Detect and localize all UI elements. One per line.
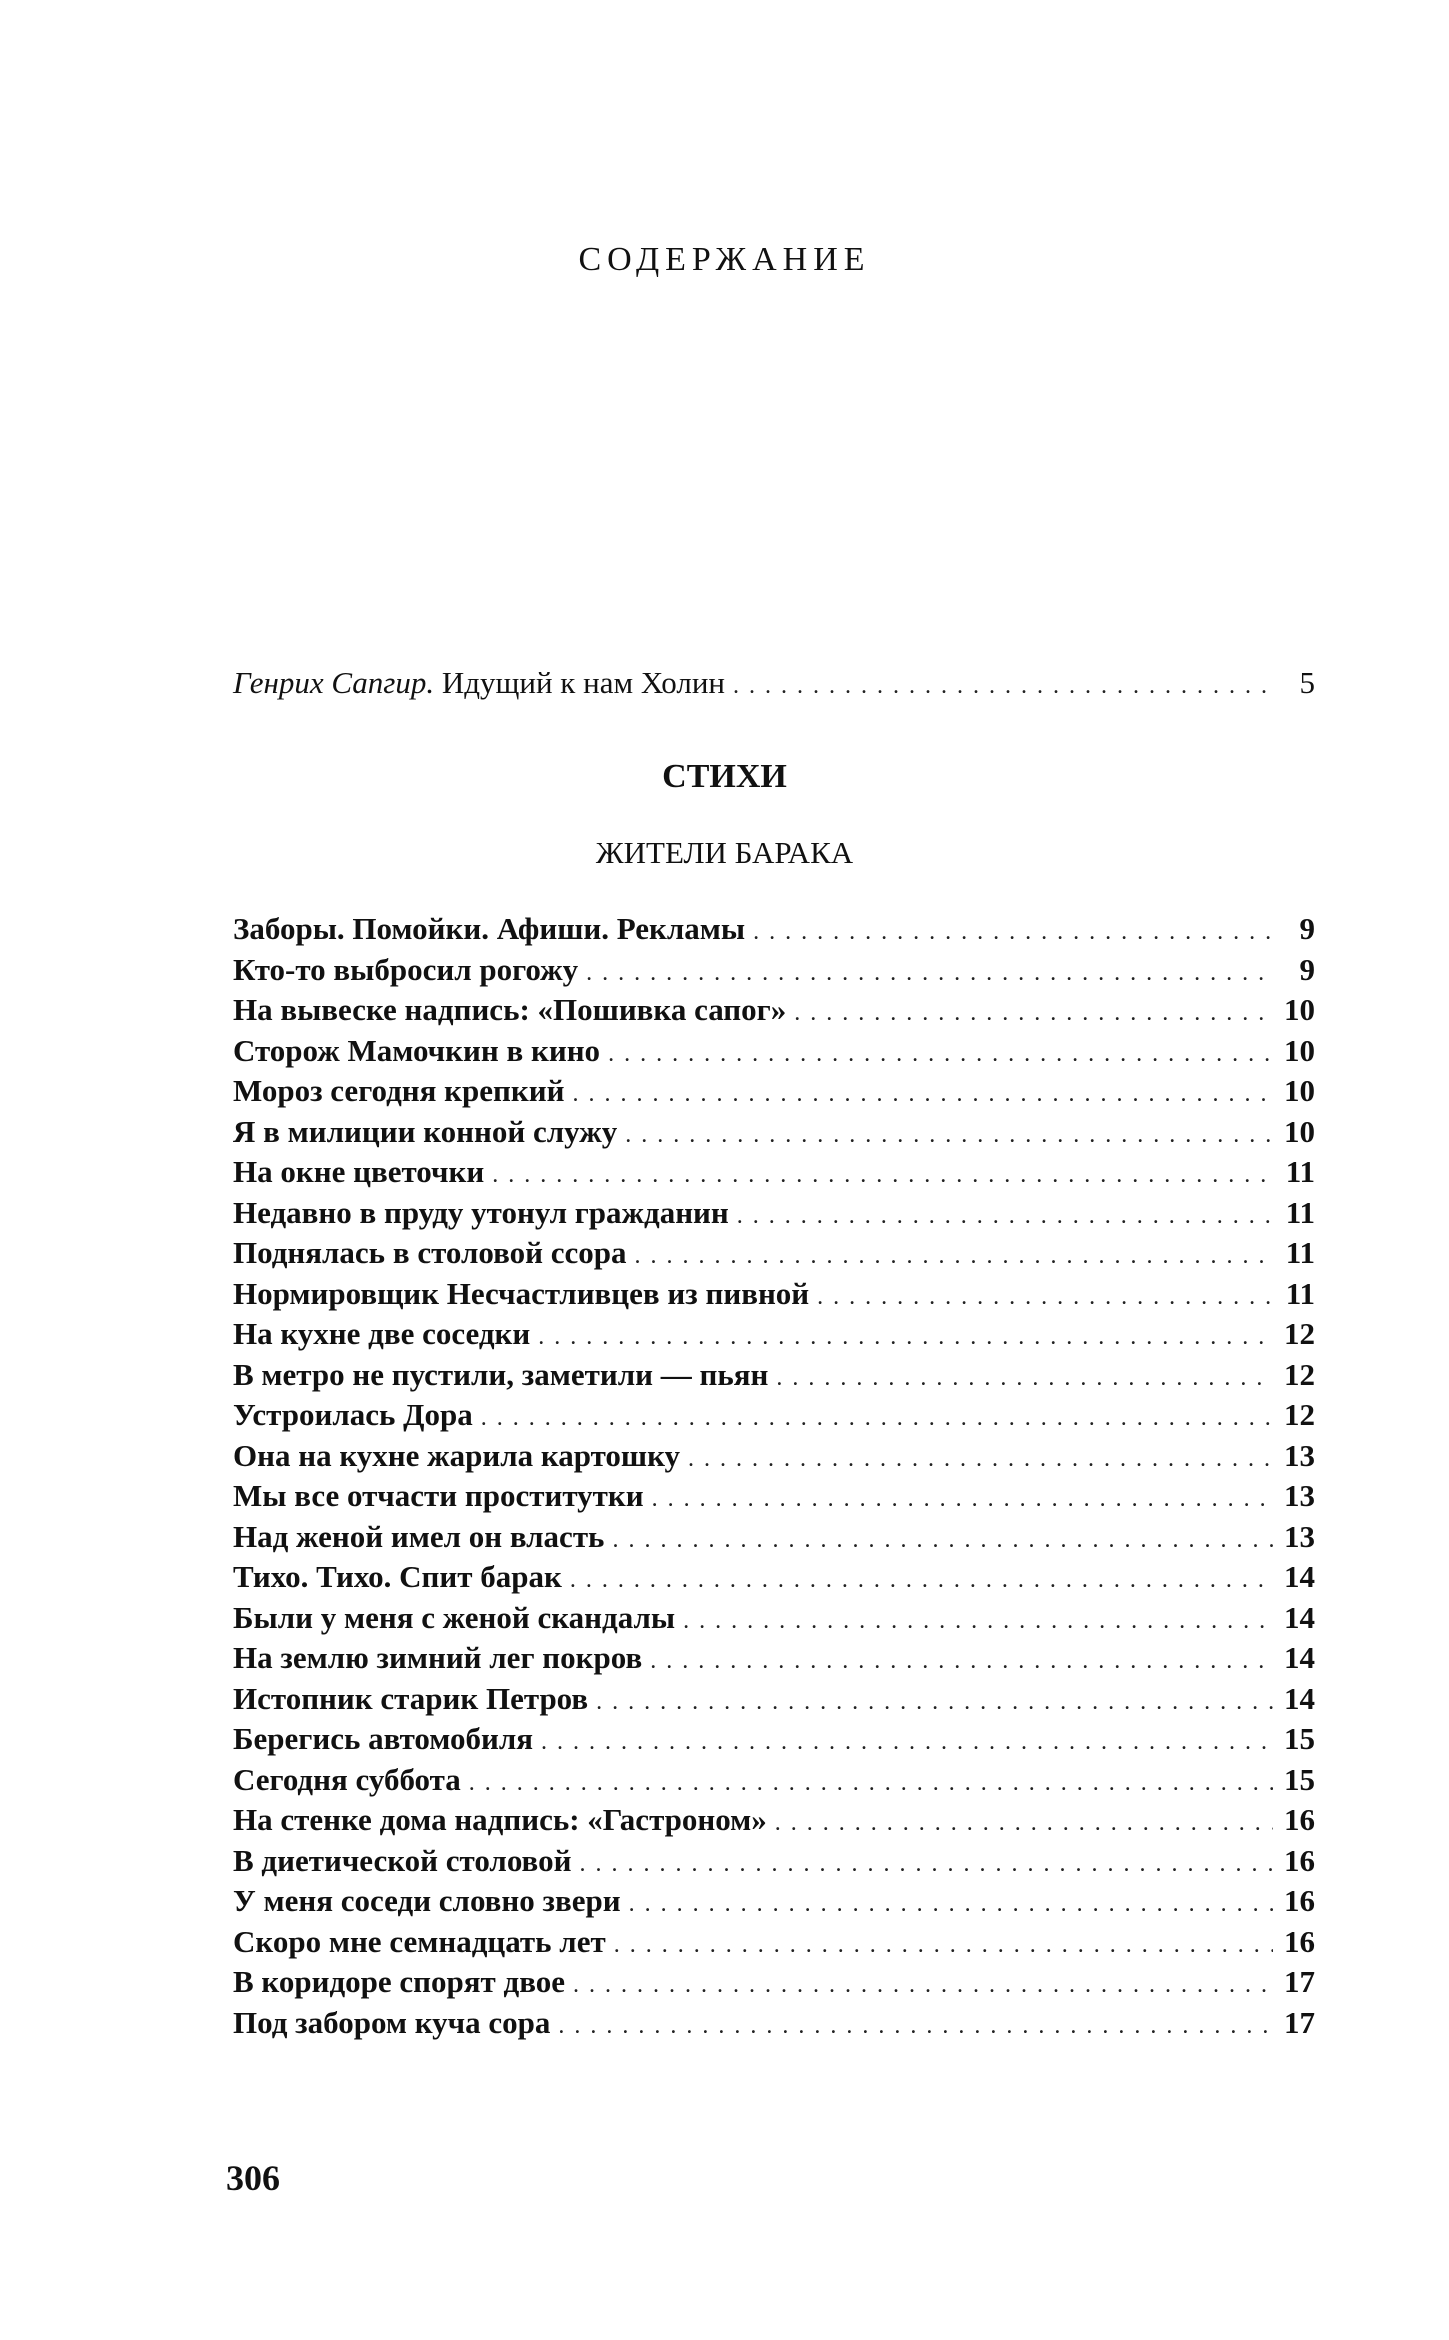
- toc-entry: [233, 1719, 1315, 1760]
- dot-leader: [625, 1115, 1273, 1155]
- dot-leader: [737, 1196, 1273, 1236]
- toc-entry-title: [233, 663, 725, 703]
- dot-leader: [492, 1155, 1273, 1195]
- dot-leader: [608, 1034, 1273, 1074]
- dot-leader: [481, 1398, 1273, 1438]
- toc-list: [0, 909, 1449, 2043]
- toc-entry-page: 14: [1284, 1559, 1315, 1594]
- toc-entry-page: 10: [1284, 1032, 1315, 1068]
- toc-entry: [233, 1193, 1315, 1234]
- toc-entry-title: Над женой имел он власть: [233, 1518, 605, 1554]
- dot-leader: [733, 666, 1273, 706]
- toc-entry: [233, 1638, 1315, 1679]
- toc-entry-page: 14: [1284, 1599, 1315, 1635]
- toc-entry-title: Поднялась в столовой ссора: [233, 1235, 627, 1270]
- toc-entry-page: 14: [1284, 1680, 1315, 1716]
- page-number: 306: [226, 2158, 280, 2198]
- toc-entry-page: 17: [1284, 1964, 1315, 1999]
- dot-leader: [586, 953, 1273, 993]
- toc-entry-title: На землю зимний лег покров: [233, 1640, 643, 1675]
- toc-entry: [233, 1031, 1315, 1072]
- dot-leader: [558, 2006, 1273, 2046]
- toc-entry-title: Берегись автомобиля: [233, 1721, 534, 1756]
- toc-entry: [233, 1800, 1315, 1841]
- toc-entry-title-text: Идущий к нам Холин: [441, 665, 726, 700]
- toc-entry-title: Были у меня с женой скандалы: [233, 1599, 676, 1635]
- toc-entry: [233, 909, 1315, 950]
- toc-entry-page: 10: [1284, 992, 1315, 1027]
- toc-entry-title: Заборы. Помойки. Афиши. Рекламы: [233, 911, 746, 946]
- toc-entry-page: 5: [1299, 665, 1315, 700]
- toc-entry-title: Я в милиции конной служу: [233, 1113, 618, 1149]
- dot-leader: [688, 1439, 1273, 1479]
- dot-leader: [538, 1317, 1273, 1357]
- toc-entry-page: 17: [1284, 2004, 1315, 2040]
- toc-entry-title: Мы все отчасти проститутки: [233, 1478, 644, 1513]
- toc-entry-page: 15: [1284, 1761, 1315, 1797]
- toc-entry-title: Под забором куча сора: [233, 2004, 551, 2040]
- dot-leader: [579, 1844, 1273, 1884]
- toc-entry: [233, 1314, 1315, 1355]
- toc-entry-title: Она на кухне жарила картошку: [233, 1437, 680, 1473]
- toc-entry: [233, 1112, 1315, 1153]
- toc-entry-page: 13: [1284, 1478, 1315, 1513]
- toc-entry: [233, 1557, 1315, 1598]
- toc-entry: [233, 1071, 1315, 1112]
- dot-leader: [469, 1763, 1273, 1803]
- toc-entry-title: Кто-то выбросил рогожу: [233, 951, 579, 987]
- toc-entry-title: Мороз сегодня крепкий: [233, 1073, 565, 1108]
- toc-entry: [233, 1922, 1315, 1963]
- dot-leader: [573, 1965, 1273, 2005]
- dot-leader: [635, 1236, 1273, 1276]
- toc-entry-page: 9: [1299, 911, 1315, 946]
- page-title: СОДЕРЖАНИЕ: [578, 241, 871, 278]
- toc-entry-title: На кухне две соседки: [233, 1316, 531, 1351]
- toc-entry-page: 16: [1284, 1842, 1315, 1878]
- toc-entry: [233, 1152, 1315, 1193]
- toc-entry-page: 14: [1284, 1640, 1315, 1675]
- toc-entry-title: В коридоре спорят двое: [233, 1964, 565, 1999]
- dot-leader: [629, 1884, 1273, 1924]
- toc-entry: [233, 1355, 1315, 1396]
- toc-entry: [233, 1841, 1315, 1882]
- toc-entry: [233, 1233, 1315, 1274]
- toc-entry-page: 13: [1284, 1437, 1315, 1473]
- toc-entry-page: 12: [1284, 1316, 1315, 1351]
- toc-entry-page: 10: [1284, 1113, 1315, 1149]
- toc-entry-title: На вывеске надпись: «Пошивка сапог»: [233, 992, 787, 1027]
- dot-leader: [614, 1925, 1273, 1965]
- toc-entry-page: 9: [1299, 951, 1315, 987]
- toc-entry-page: 13: [1284, 1518, 1315, 1554]
- toc-entry-title: На окне цветочки: [233, 1154, 485, 1189]
- toc-entry-title: Истопник старик Петров: [233, 1680, 589, 1716]
- toc-entry: [233, 1679, 1315, 1720]
- toc-entry-title: В метро не пустили, заметили — пьян: [233, 1356, 769, 1392]
- toc-entry-page: 12: [1284, 1397, 1315, 1432]
- toc-entry-title: Скоро мне семнадцать лет: [233, 1923, 606, 1959]
- toc-entry-page: 16: [1284, 1883, 1315, 1918]
- subsection-title: ЖИТЕЛИ БАРАКА: [595, 835, 854, 870]
- toc-entry: [233, 1395, 1315, 1436]
- toc-entry-page: 15: [1284, 1721, 1315, 1756]
- toc-entry: [233, 1760, 1315, 1801]
- toc-entry-page: 10: [1284, 1073, 1315, 1108]
- toc-entry-title: На стенке дома надпись: «Гастроном»: [233, 1802, 767, 1837]
- dot-leader: [817, 1277, 1273, 1317]
- toc-entry-page: 11: [1285, 1194, 1315, 1230]
- toc-entry-page: 16: [1284, 1802, 1315, 1837]
- section-title: СТИХИ: [662, 758, 787, 795]
- dot-leader: [776, 1358, 1273, 1398]
- toc-entry-author: Генрих Сапгир.: [233, 665, 435, 700]
- toc-entry: [233, 1881, 1315, 1922]
- toc-entry-title: В диетической столовой: [233, 1842, 572, 1878]
- dot-leader: [541, 1722, 1273, 1762]
- toc-entry-page: 12: [1284, 1356, 1315, 1392]
- toc-entry: [233, 1962, 1315, 2003]
- toc-entry-title: Сторож Мамочкин в кино: [233, 1032, 601, 1068]
- toc-entry-title: Нормировщик Несчастливцев из пивной: [233, 1275, 810, 1311]
- dot-leader: [753, 912, 1273, 952]
- toc-entry: [233, 1517, 1315, 1558]
- toc-entry-page: 11: [1285, 1275, 1315, 1311]
- dot-leader: [775, 1803, 1273, 1843]
- toc-entry-title: Тихо. Тихо. Спит барак: [233, 1559, 562, 1594]
- toc-entry: [233, 1476, 1315, 1517]
- dot-leader: [794, 993, 1273, 1033]
- dot-leader: [612, 1520, 1273, 1560]
- dot-leader: [572, 1074, 1273, 1114]
- toc-entry-title: Сегодня суббота: [233, 1761, 461, 1797]
- toc-entry-title: Устроилась Дора: [233, 1397, 473, 1432]
- toc-entry: [233, 2003, 1315, 2044]
- toc-entry: [233, 990, 1315, 1031]
- toc-entry-page: 16: [1284, 1923, 1315, 1959]
- dot-leader: [652, 1479, 1273, 1519]
- toc-entry-intro: [233, 663, 1315, 706]
- toc-entry: [233, 1274, 1315, 1315]
- toc-entry-page: 11: [1285, 1235, 1315, 1270]
- toc-entry: [233, 950, 1315, 991]
- toc-entry-title: Недавно в пруду утонул гражданин: [233, 1194, 729, 1230]
- dot-leader: [596, 1682, 1273, 1722]
- toc-entry-title: У меня соседи словно звери: [233, 1883, 621, 1918]
- dot-leader: [683, 1601, 1273, 1641]
- dot-leader: [650, 1641, 1273, 1681]
- toc-entry-page: 11: [1285, 1154, 1315, 1189]
- toc-entry: [233, 1598, 1315, 1639]
- dot-leader: [570, 1560, 1273, 1600]
- toc-entry: [233, 1436, 1315, 1477]
